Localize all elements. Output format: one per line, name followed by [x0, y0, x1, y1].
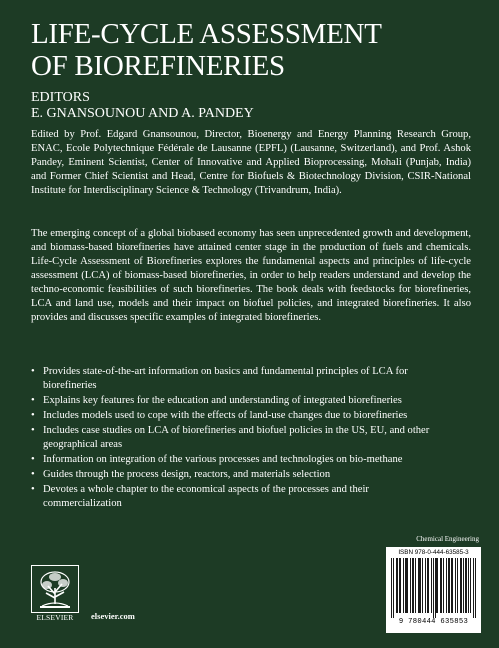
- barcode-bar: [452, 558, 453, 613]
- barcode-bar: [407, 558, 408, 613]
- barcode-bar: [415, 558, 416, 613]
- publisher-website: elsevier.com: [91, 611, 135, 621]
- barcode-bar: [410, 558, 411, 613]
- barcode-bar: [393, 558, 394, 618]
- barcode-bar: [400, 558, 401, 613]
- barcode-bar: [473, 558, 474, 618]
- title-line-2: OF BIOREFINERIES: [31, 50, 285, 82]
- feature-item: • Devotes a whole chapter to the economical aspects of the processes and their commercialization: [31, 483, 441, 510]
- barcode-bar: [443, 558, 444, 613]
- barcode-bar: [419, 558, 420, 613]
- feature-item: • Includes case studies on LCA of biorefineries and biofuel policies in the US, EU, and other geographical areas: [31, 424, 441, 451]
- book-title: [31, 18, 471, 82]
- editors-names: E. GNANSOUNOU AND A. PANDEY: [31, 106, 254, 121]
- barcode-panel: [386, 547, 481, 633]
- barcode-bar: [448, 558, 449, 613]
- feature-item: • Explains key features for the education and understanding of integrated biorefineries: [31, 394, 441, 408]
- barcode-bar: [399, 558, 400, 613]
- barcode-bar: [418, 558, 419, 613]
- barcode-bar: [431, 558, 432, 613]
- barcode-bar: [468, 558, 469, 613]
- publisher-name: ELSEVIER: [36, 613, 74, 622]
- isbn-barcode: [391, 558, 476, 618]
- barcode-bar: [397, 558, 398, 613]
- barcode-bar: [470, 558, 471, 613]
- barcode-bar: [451, 558, 452, 613]
- barcode-bar: [428, 558, 429, 613]
- barcode-bar: [420, 558, 421, 613]
- barcode-bar: [413, 558, 414, 613]
- barcode-bar: [412, 558, 413, 613]
- barcode-bar: [391, 558, 392, 618]
- barcode-bar: [406, 558, 407, 613]
- barcode-bar: [449, 558, 450, 613]
- barcode-bar: [446, 558, 447, 613]
- barcode-bar: [466, 558, 467, 613]
- barcode-bar: [403, 558, 404, 613]
- barcode-bar: [433, 558, 434, 618]
- barcode-bar: [425, 558, 426, 613]
- isbn-text: ISBN 978-0-444-63585-3: [398, 549, 469, 556]
- feature-item: • Guides through the process design, reactors, and materials selection: [31, 468, 441, 482]
- feature-item: • Provides state-of-the-art information on basics and fundamental principles of LCA for biorefineries: [31, 365, 441, 392]
- barcode-bar: [422, 558, 423, 613]
- feature-item: • Includes models used to cope with the effects of land-use changes due to biorefineries: [31, 409, 441, 423]
- editors-label: EDITORS: [31, 90, 90, 105]
- book-summary: The emerging concept of a global biobased economy has seen unprecedented growth and development, and biomass-based biorefineries have attained center stage in the production of fuels and chemicals. Life-Cycle Assessment of Biorefineries explores the fundamental aspects and principles of life-cycle assessment (LCA) of biomass-based biorefineries, in order to help readers understand and develop the techno-economic feasibilities of such biorefineries. The book deals with feedstocks for biorefineries, LCA and land use, models and their impact on biofuel policies, and integrated biorefineries. It also provides and discusses specific examples of integrated biorefineries.: [31, 228, 471, 323]
- editors-description: Edited by Prof. Edgard Gnansounou, Director, Bioenergy and Energy Planning Research Group, ENAC, Ecole Polytechnique Fédérale de Lausanne (EPFL) (Lausanne, Switzerland), and Prof. Ashok Pandey, Eminent Scientist, Center of Innovative and Applied Bioprocessing, Mohali (Punjab, India) and Former Chief Scientist and Head, Centre for Biofuels & Biotechnology Division, CSIR-National Institute for Interdisciplinary Science & Technology (Trivandrum, India).: [31, 129, 471, 196]
- barcode-bar: [463, 558, 464, 613]
- publisher-logo: [31, 565, 79, 625]
- barcode-bar: [465, 558, 466, 613]
- barcode-bar: [437, 558, 438, 613]
- barcode-bar: [440, 558, 441, 613]
- barcode-bar: [455, 558, 456, 613]
- barcode-bar: [441, 558, 442, 613]
- barcode-bar: [461, 558, 462, 613]
- barcode-digits: 9 780444 635853: [398, 618, 469, 626]
- feature-list: [31, 365, 441, 512]
- barcode-bar: [396, 558, 397, 613]
- barcode-bar: [427, 558, 428, 613]
- barcode-bar: [460, 558, 461, 613]
- barcode-bar: [475, 558, 476, 618]
- barcode-bar: [435, 558, 436, 618]
- feature-item: • Information on integration of the various processes and technologies on bio-methane: [31, 453, 441, 467]
- barcode-bar: [405, 558, 406, 613]
- barcode-bar: [457, 558, 458, 613]
- title-line-1: LIFE-CYCLE ASSESSMENT: [31, 18, 382, 50]
- elsevier-tree-icon: [31, 565, 79, 613]
- subject-category: Chemical Engineering: [416, 535, 479, 543]
- barcode-bar: [436, 558, 437, 613]
